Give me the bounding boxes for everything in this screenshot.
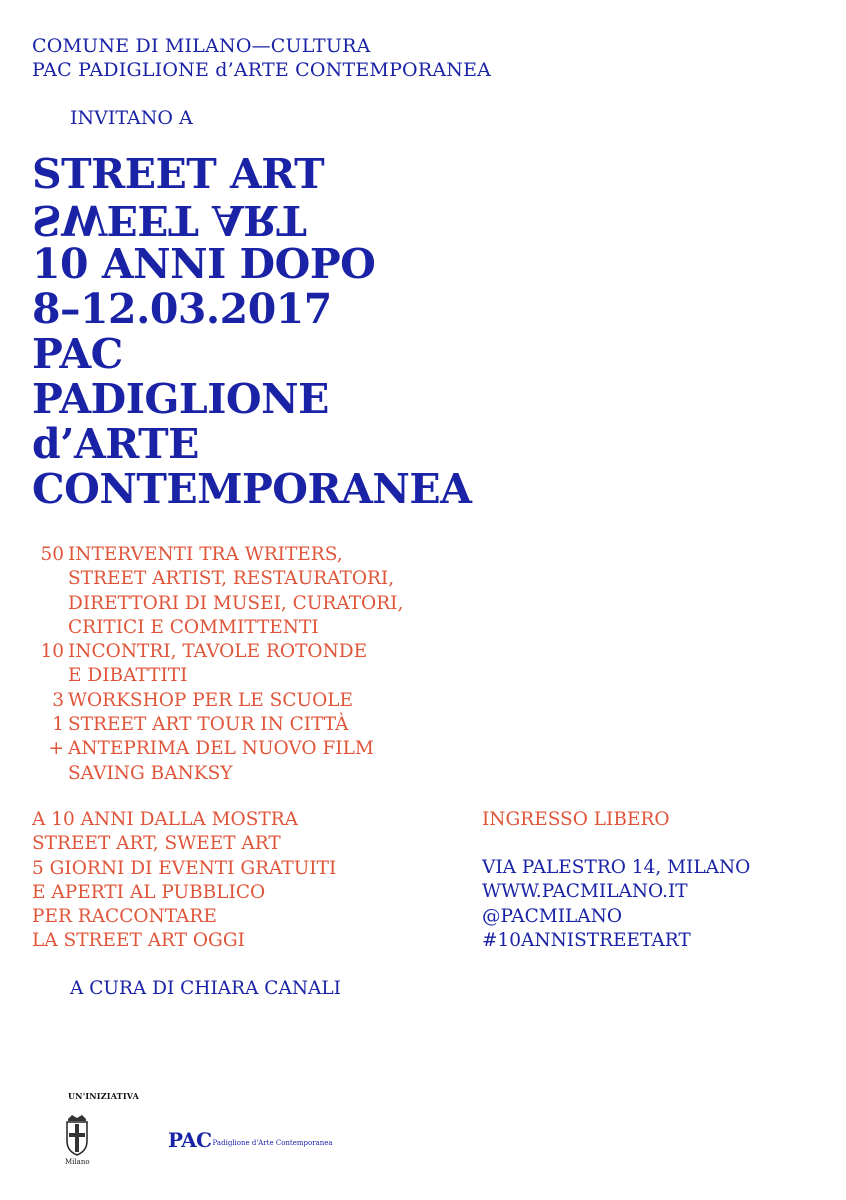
title-line: CONTEMPORANEA (32, 465, 472, 513)
title-line-flipped (32, 197, 471, 242)
program-text (68, 640, 367, 689)
about-text (32, 808, 336, 954)
title-line: 10 ANNI DOPO (32, 240, 376, 288)
about-line: LA STREET ART OGGI (32, 930, 245, 952)
program-text (68, 543, 403, 640)
program-item (30, 640, 403, 689)
crest-label: Milano (65, 1158, 90, 1166)
program-line: DIRETTORI DI MUSEI, CURATORI, (68, 592, 404, 614)
program-line: ANTEPRIMA DEL NUOVO FILM (68, 738, 374, 760)
about-line: A 10 ANNI DALLA MOSTRA (32, 809, 299, 830)
header-line-comune: COMUNE DI MILANO—CULTURA (32, 35, 371, 57)
pac-logo (168, 1128, 333, 1152)
header (32, 34, 491, 82)
invite-text: INVITANO A (70, 107, 193, 129)
program-line: WORKSHOP PER LE SCUOLE (68, 689, 354, 711)
program-item (30, 689, 403, 713)
hashtag: #10ANNISTREETART (482, 929, 691, 951)
header-line-pac: PAC PADIGLIONE d’ARTE CONTEMPORANEA (32, 59, 492, 81)
program-list (30, 543, 403, 786)
entry-info: INGRESSO LIBERO (482, 809, 670, 830)
about-line: 5 GIORNI DI EVENTI GRATUITI (32, 857, 337, 879)
program-count: 10 (40, 641, 64, 663)
about-line: PER RACCONTARE (32, 906, 217, 928)
about-line: E APERTI AL PUBBLICO (32, 881, 266, 903)
program-line: INCONTRI, TAVOLE ROTONDE (68, 641, 368, 663)
about-line: STREET ART, SWEET ART (32, 833, 281, 855)
title-dates: 8–12.03.2017 (32, 285, 332, 333)
program-count: + (48, 738, 64, 760)
pac-logo-text: PAC (168, 1128, 212, 1152)
program-count: 1 (52, 714, 64, 736)
program-line: CRITICI E COMMITTENTI (68, 616, 319, 638)
program-item (30, 543, 403, 640)
curator-credit: A CURA DI CHIARA CANALI (70, 978, 341, 999)
program-count: 3 (52, 689, 64, 711)
program-text (68, 689, 353, 713)
program-item (30, 713, 403, 737)
program-line: STREET ART TOUR IN CITTÀ (68, 714, 349, 736)
program-line: SAVING BANKSY (68, 762, 233, 784)
social-handle[interactable]: @PACMILANO (482, 905, 623, 927)
program-line: E DIBATTITI (68, 665, 188, 687)
website-link[interactable]: WWW.PACMILANO.IT (482, 881, 688, 903)
program-line: INTERVENTI TRA WRITERS, (68, 544, 343, 565)
event-title (32, 152, 471, 512)
program-item (30, 737, 403, 786)
address: VIA PALESTRO 14, MILANO (482, 857, 751, 878)
title-line: d’ARTE (32, 420, 199, 468)
program-line: STREET ARTIST, RESTAURATORI, (68, 568, 395, 590)
program-text (68, 737, 374, 786)
pac-logo-subtitle: Padiglione d'Arte Contemporanea (212, 1139, 333, 1147)
contact-info (482, 856, 750, 953)
flipped-text: SWEET ART (32, 196, 307, 244)
initiative-label: UN'INIZIATIVA (68, 1091, 139, 1101)
title-line: PADIGLIONE (32, 375, 329, 423)
program-text (68, 713, 348, 737)
crest-icon (60, 1113, 94, 1157)
title-line: STREET ART (32, 150, 325, 198)
title-line: PAC (32, 330, 123, 378)
program-count: 50 (40, 544, 64, 565)
